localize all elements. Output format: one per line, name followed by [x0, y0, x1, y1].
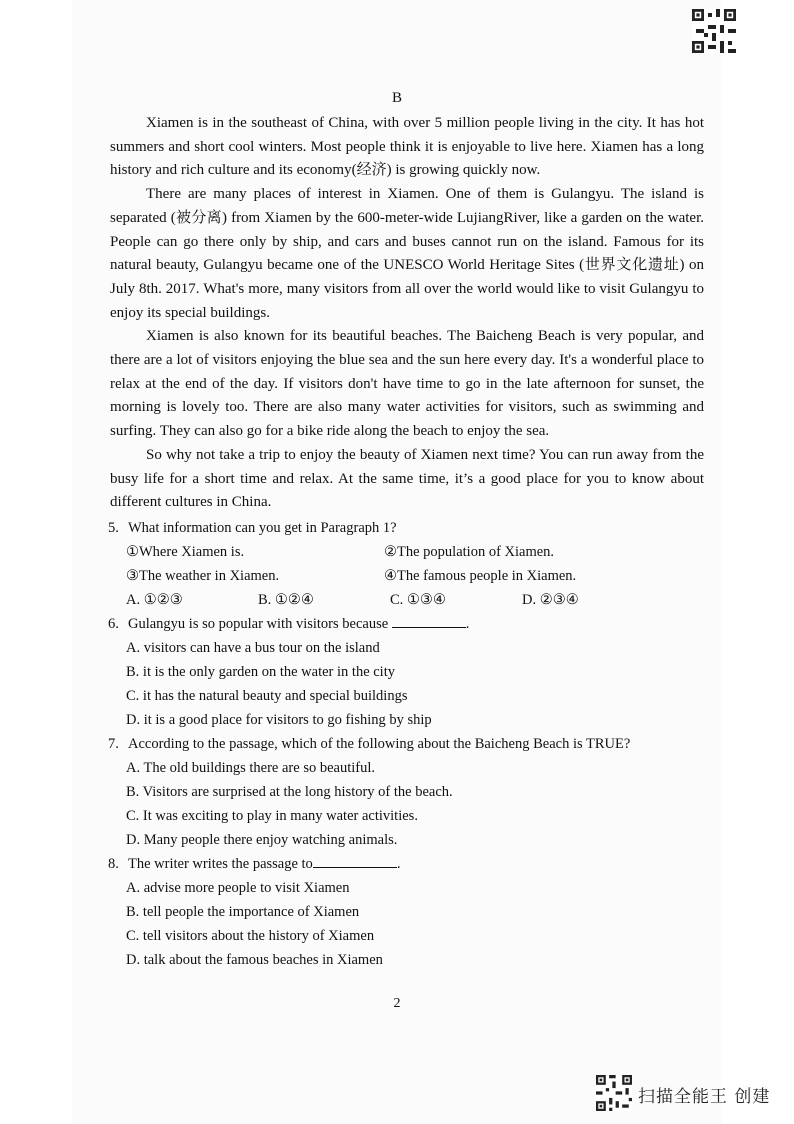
- paragraph-1: Xiamen is in the southeast of China, with over 5 million people living in the city. It has hot summers and short cool winters. Most people think it is enjoyable to live here. Xiamen has a long history and rich culture and its economy(经济) is growing quickly now.: [110, 115, 704, 179]
- statement-row: [126, 540, 708, 564]
- answer-blank: [392, 613, 466, 628]
- answer-option: C. ①③④: [390, 592, 446, 608]
- reading-passage: [110, 112, 704, 515]
- question-number: 6.: [108, 616, 119, 632]
- scanner-qr-icon: [596, 1075, 632, 1111]
- answer-option: B. Visitors are surprised at the long history of the beach.: [126, 784, 453, 800]
- paragraph-2: There are many places of interest in Xiamen. One of them is Gulangyu. The island is separated (被分离) from Xiamen by the 600-meter-wide LujiangRiver, like a garden on the water. People can go there only by ship, and cars and buses cannot run on the island. Famous for its natural beauty, Gulangyu became one of the UNESCO World Heritage Sites (世界文化遗址) on July 8th. 2017. What's more, many visitors from all over the world would like to visit Gulangyu to enjoy its special buildings.: [110, 186, 704, 321]
- question-stem: What information can you get in Paragraph 1?: [128, 520, 397, 536]
- answer-option: D. talk about the famous beaches in Xiamen: [126, 952, 383, 968]
- answer-option: A. visitors can have a bus tour on the island: [126, 640, 380, 656]
- question-number: 7.: [108, 736, 119, 752]
- statement-item: ①Where Xiamen is.: [126, 544, 245, 560]
- paragraph-3: Xiamen is also known for its beautiful beaches. The Baicheng Beach is very popular, and there are a lot of visitors enjoying the blue sea and the sun here every day. It's a wonderful place to relax at the end of the day. If visitors don't have time to go in the late afternoon for sunset, the morning is lovely too. There are also many water activities for visitors, such as swimming and surfing. They can also go for a bike ride along the beach to enjoy the sea.: [110, 328, 704, 440]
- question-6: [108, 612, 708, 636]
- statement-item: ②The population of Xiamen.: [384, 544, 555, 560]
- answer-option: B. tell people the importance of Xiamen: [126, 904, 360, 920]
- qr-code-icon: [692, 9, 736, 53]
- answer-option: D. ②③④: [522, 592, 579, 608]
- answer-option: C. it has the natural beauty and special buildings: [126, 688, 408, 704]
- answer-option: D. Many people there enjoy watching animals.: [126, 832, 398, 848]
- answer-blank: [313, 853, 397, 868]
- question-end-mark: .: [396, 856, 401, 872]
- statement-item: ④The famous people in Xiamen.: [384, 568, 577, 584]
- scanner-watermark: 扫描全能王 创建: [638, 1087, 771, 1107]
- question-stem: Gulangyu is so popular with visitors because: [128, 616, 389, 632]
- questions-section: [108, 516, 708, 972]
- section-heading: B: [391, 90, 402, 106]
- answer-option: A. advise more people to visit Xiamen: [126, 880, 350, 896]
- question-5: [108, 516, 708, 540]
- statement-item: ③The weather in Xiamen.: [126, 568, 280, 584]
- paragraph-4: So why not take a trip to enjoy the beauty of Xiamen next time? You can run away from the busy life for a short time and relax. At the same time, it’s a good place for you to know about different cultures in China.: [110, 446, 704, 511]
- answer-option: A. The old buildings there are so beautiful.: [126, 760, 375, 776]
- answer-option: B. ①②④: [258, 592, 314, 608]
- question-number: 5.: [108, 520, 119, 536]
- question-number: 8.: [108, 856, 119, 872]
- statement-row: [126, 564, 708, 588]
- question-stem: According to the passage, which of the following about the Baicheng Beach is TRUE?: [128, 736, 631, 752]
- answer-option: D. it is a good place for visitors to go fishing by ship: [126, 712, 432, 728]
- answer-option: B. it is the only garden on the water in the city: [126, 664, 395, 680]
- question-stem: The writer writes the passage to: [128, 856, 313, 872]
- answer-option: A. ①②③: [126, 592, 183, 608]
- answer-option: C. It was exciting to play in many water activities.: [126, 808, 418, 824]
- question-8: [108, 852, 708, 876]
- question-end-mark: .: [465, 616, 470, 632]
- answer-option: C. tell visitors about the history of Xiamen: [126, 928, 375, 944]
- page-number: 2: [393, 996, 401, 1011]
- answer-options: [126, 588, 708, 612]
- question-7: [108, 732, 708, 756]
